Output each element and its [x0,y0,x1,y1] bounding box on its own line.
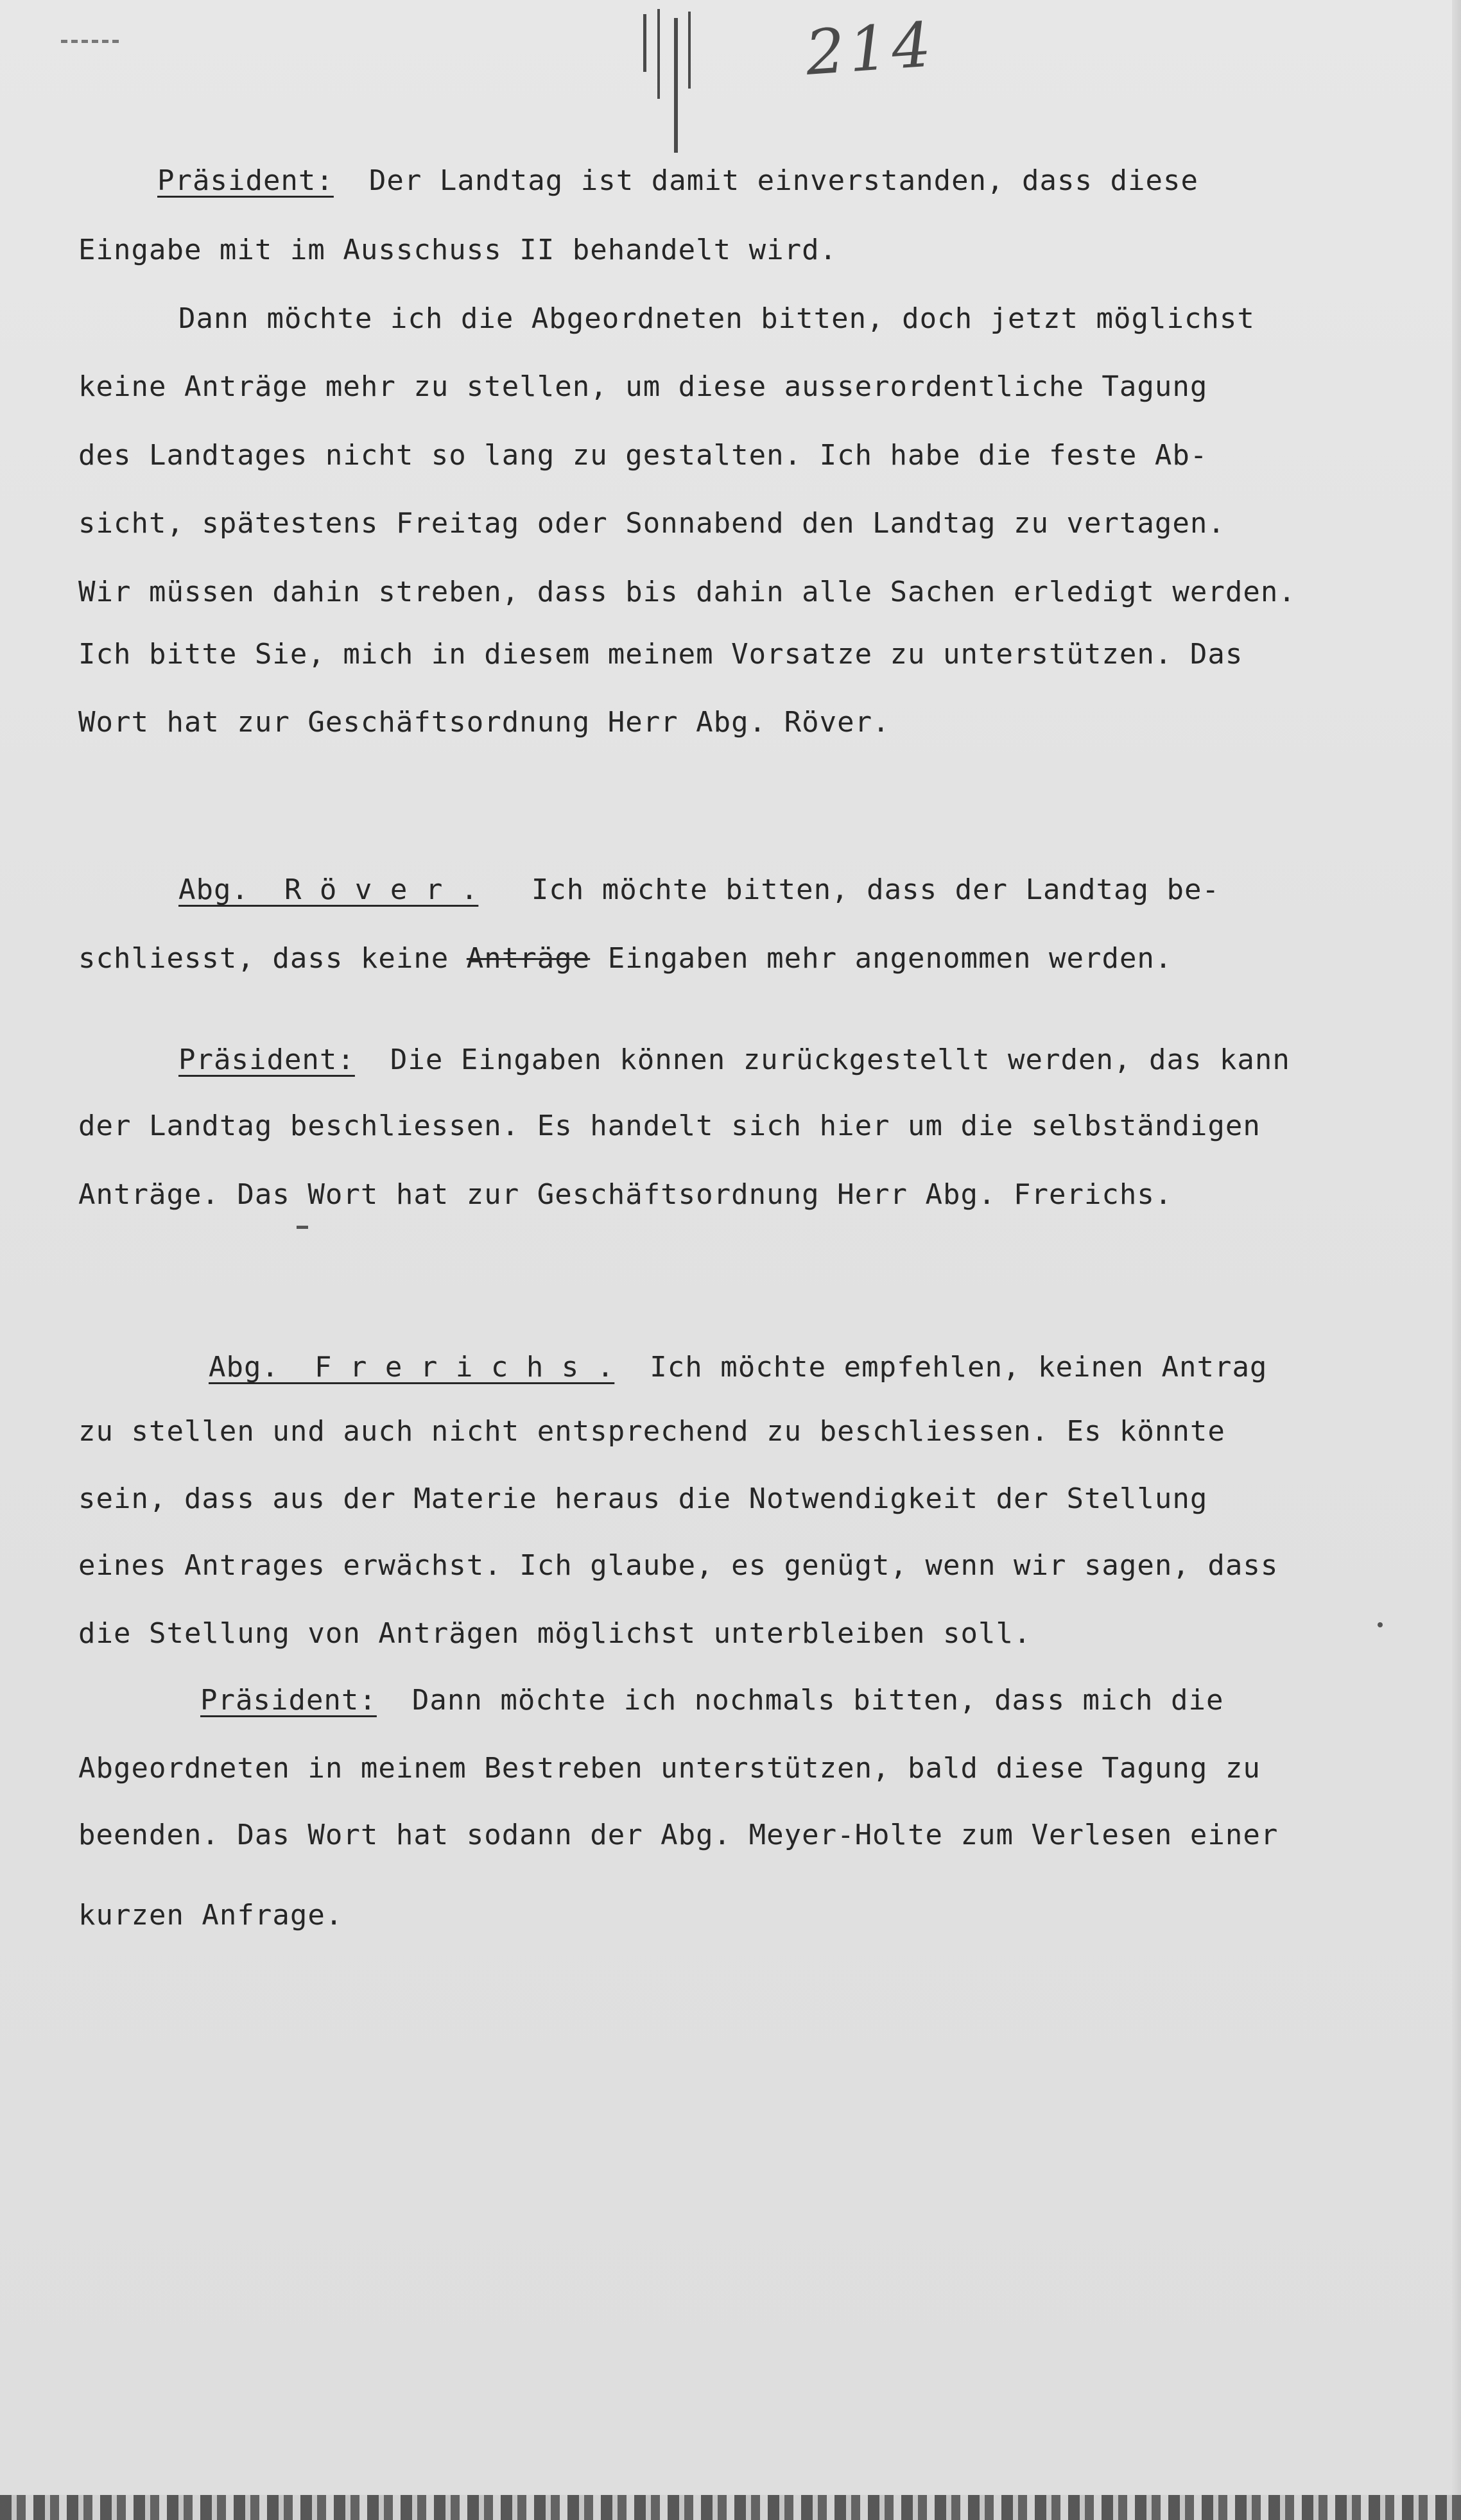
text-segment: kurzen Anfrage. [78,1899,343,1932]
speaker-label: Präsident: [157,164,334,197]
text-line [78,1749,1261,1788]
speaker-label: Präsident: [178,1043,355,1076]
text-line [78,1547,1278,1585]
text-segment: zu stellen und auch nicht entsprechend zu beschliessen. Es könnte [78,1415,1225,1448]
text-line [78,703,890,742]
text-line [78,1816,1278,1855]
text-segment: Ich möchte empfehlen, keinen Antrag [614,1351,1268,1384]
text-line [78,1896,343,1935]
text-line [78,504,1225,543]
text-segment: Die Eingaben können zurückgestellt werden, das kann [354,1043,1290,1076]
text-segment: Der Landtag ist damit einverstanden, dass diese [333,164,1198,197]
text-line [78,436,1207,475]
text-segment: sicht, spätestens Freitag oder Sonnabend den Landtag zu vertagen. [78,507,1225,540]
text-line [178,300,1255,338]
text-line [78,939,1172,978]
text-segment: des Landtages nicht so lang zu gestalten. Ich habe die feste Ab- [78,439,1208,472]
text-segment: Ich möchte bitten, dass der Landtag be- [478,873,1220,906]
text-line [157,162,1198,200]
text-segment: Dann möchte ich nochmals bitten, dass mich die [376,1684,1224,1717]
speaker-label: Präsident: [200,1684,377,1717]
text-line [78,1176,1172,1214]
text-line [200,1681,1223,1720]
text-segment: keine Anträge mehr zu stellen, um diese ausserordentliche Tagung [78,370,1208,403]
handwritten-page-number: 214 [803,8,937,89]
text-line [78,1615,1031,1653]
page-bottom-edge [0,2495,1461,2520]
stray-dash-mark [297,1226,308,1229]
text-segment: Dann möchte ich die Abgeordneten bitten, doch jetzt möglichst [178,302,1255,335]
text-line [78,231,837,270]
speaker-label: Abg. F r e r i c h s . [209,1351,615,1384]
text-segment: Ich bitte Sie, mich in diesem meinem Vorsatze zu unterstützen. Das [78,638,1243,671]
text-segment: sein, dass aus der Materie heraus die Notwendigkeit der Stellung [78,1482,1208,1515]
text-segment: schliesst, dass keine [78,942,467,975]
speaker-label: Abg. R ö v e r . [178,873,479,906]
text-segment: die Stellung von Anträgen möglichst unterbleiben soll. [78,1617,1032,1650]
text-segment: Wir müssen dahin streben, dass bis dahin alle Sachen erledigt werden. [78,576,1296,608]
text-line [78,1412,1225,1451]
text-segment: Eingabe mit im Ausschuss II behandelt wird. [78,234,838,266]
text-segment: beenden. Das Wort hat sodann der Abg. Meyer-Holte zum Verlesen einer [78,1819,1279,1851]
text-segment: Anträge. Das Wort hat zur Geschäftsordnung Herr Abg. Frerichs. [78,1178,1173,1211]
text-segment: Wort hat zur Geschäftsordnung Herr Abg. Röver. [78,706,890,739]
text-segment: der Landtag beschliessen. Es handelt sich hier um die selbständigen [78,1110,1261,1142]
struck-word: Anträge [466,942,591,975]
text-line [78,635,1243,674]
text-segment: Eingaben mehr angenommen werden. [590,942,1173,975]
text-line [78,368,1207,406]
text-line [78,573,1296,612]
text-line [209,1348,1267,1387]
text-line [78,1107,1261,1145]
text-segment: eines Antrages erwächst. Ich glaube, es genügt, wenn wir sagen, dass [78,1549,1279,1582]
text-segment: Abgeordneten in meinem Bestreben unterstützen, bald diese Tagung zu [78,1752,1261,1785]
stray-dot-mark [1378,1622,1383,1627]
text-line [178,871,1220,909]
text-line [178,1041,1290,1079]
text-line [78,1480,1207,1518]
